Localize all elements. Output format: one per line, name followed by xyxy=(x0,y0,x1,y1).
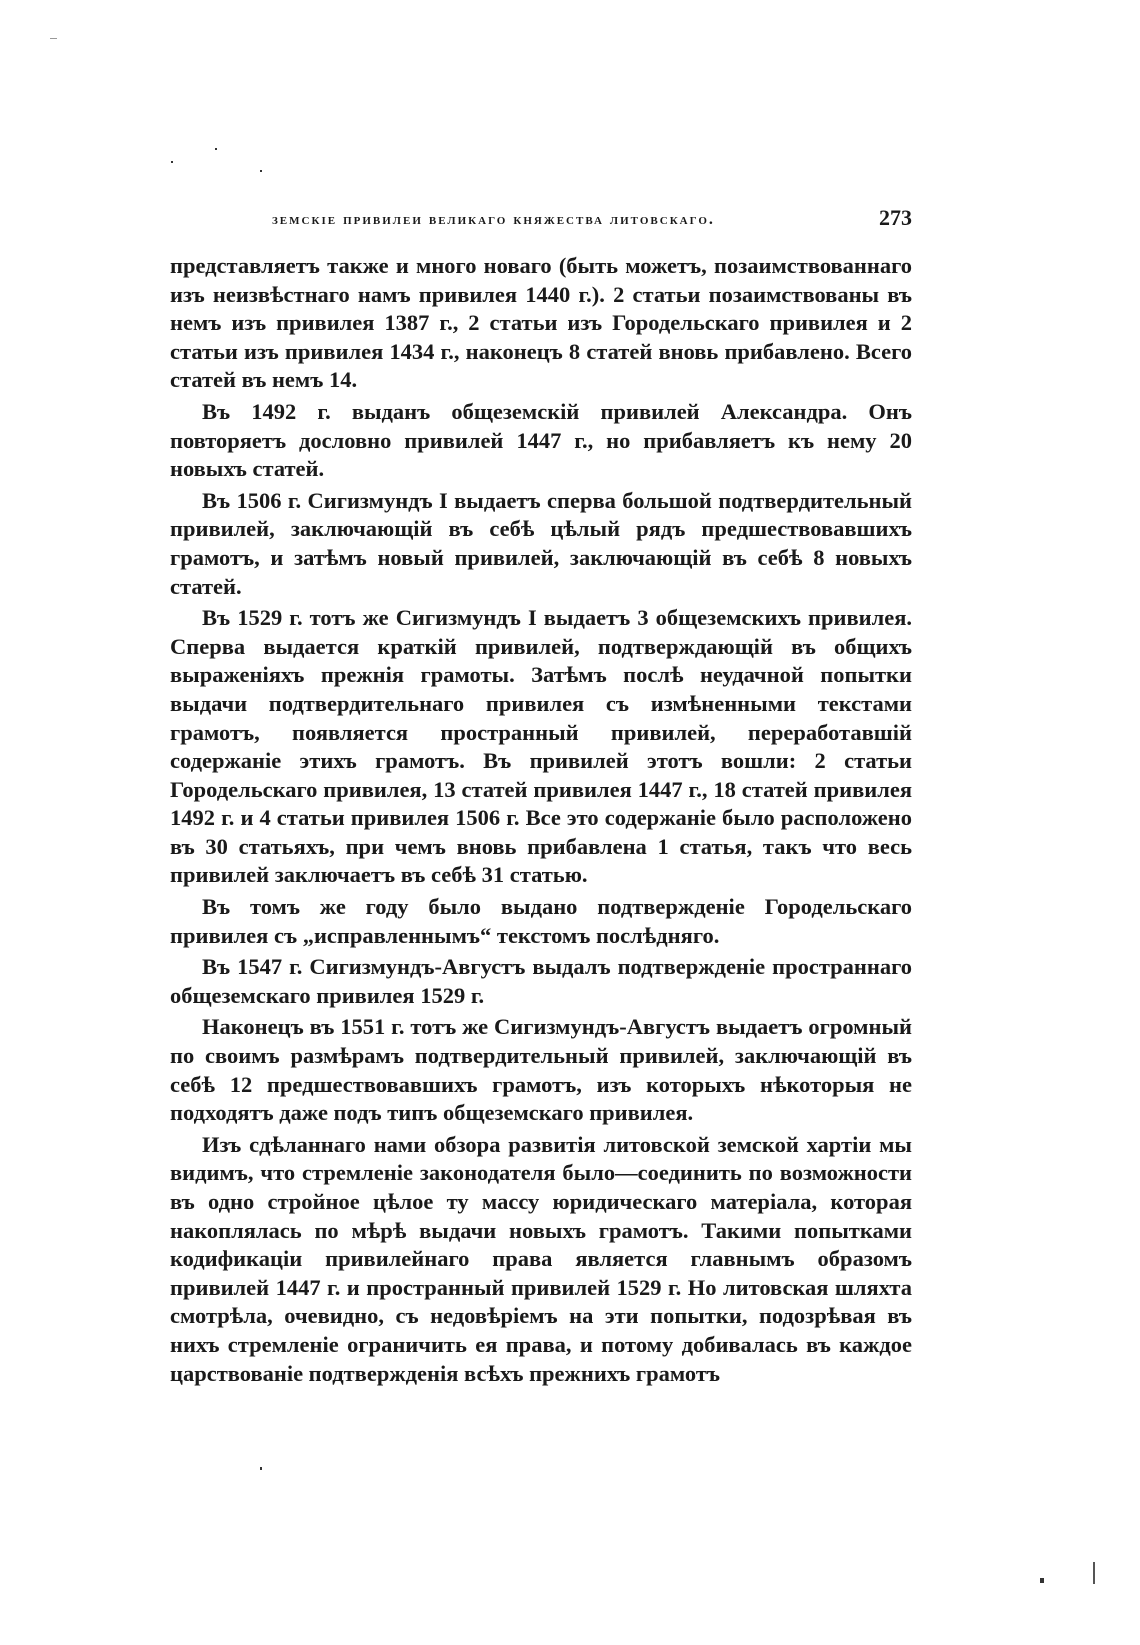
paragraph: Въ 1547 г. Сигизмундъ-Августъ выдалъ подтвержденіе пространнаго общеземскаго привилея 1529 г. xyxy=(170,954,912,1008)
paragraph: Въ 1492 г. выданъ общеземскій привилей Александра. Онъ повторяетъ дословно привилей 1447 г., но прибавляетъ къ нему 20 новыхъ статей. xyxy=(170,398,912,482)
page-header xyxy=(272,205,912,235)
scan-speck xyxy=(260,170,262,172)
body-text xyxy=(170,252,912,1388)
paragraph: Въ 1506 г. Сигизмундъ I выдаетъ сперва большой подтвердительный привилей, заключающій въ себѣ цѣлый рядъ предшествовавшихъ грамотъ, и затѣмъ новый привилей, заключающій въ себѣ 8 новыхъ статей. xyxy=(170,487,912,599)
paragraph: Наконецъ въ 1551 г. тотъ же Сигизмундъ-Августъ выдаетъ огромный по своимъ размѣрамъ подтвердительный привилей, заключающій въ себѣ 12 предшествовавшихъ грамотъ, изъ которыхъ нѣкоторыя не подходятъ даже подъ типъ общеземскаго привилея. xyxy=(170,1014,912,1126)
page-number: 273 xyxy=(879,205,912,230)
paragraph: Изъ сдѣланнаго нами обзора развитія литовской земской хартіи мы видимъ, что стремленіе законодателя было—соединить по возможности въ одно стройное цѣлое ту массу юридическаго матеріала, которая накоплялась по мѣрѣ выдачи новыхъ грамотъ. Такими попытками кодификаціи привилейнаго права является главнымъ образомъ привилей 1447 г. и пространный привилей 1529 г. Но литовская шляхта смотрѣла, очевидно, съ недовѣріемъ на эти попытки, подозрѣвая въ нихъ стремленіе ограничить ея права, и потому добивалась въ каждое царствованіе подтвержденія всѣхъ прежнихъ грамотъ xyxy=(170,1131,912,1386)
scan-speck xyxy=(1040,1578,1044,1583)
scan-speck xyxy=(215,148,217,150)
scan-speck xyxy=(50,38,57,39)
paragraph: Въ 1529 г. тотъ же Сигизмундъ I выдаетъ 3 общеземскихъ привилея. Сперва выдается краткій привилей, подтверждающій въ общихъ выраженіяхъ прежнія грамоты. Затѣмъ послѣ неудачной попытки выдачи подтвердительнаго привилея съ измѣненными текстами грамотъ, появляется пространный привилей, переработавшій содержаніе этихъ грамотъ. Въ привилей этотъ вошли: 2 статьи Городельскаго привилея, 13 статей привилея 1447 г., 18 статей привилея 1492 г. и 4 статьи привилея 1506 г. Все это содержаніе было расположено въ 30 статьяхъ, при чемъ вновь прибавлена 1 статья, такъ что весь привилей заключаетъ въ себѣ 31 статью. xyxy=(170,605,912,888)
paragraph: Въ томъ же году было выдано подтвержденіе Городельскаго привилея съ „исправленнымъ“ текстомъ послѣдняго. xyxy=(170,894,912,948)
scan-speck xyxy=(260,1467,262,1470)
scan-speck xyxy=(1093,1562,1095,1584)
paragraph: представляетъ также и много новаго (быть можетъ, позаимствованнаго изъ неизвѣстнаго намъ привилея 1440 г.). 2 статьи позаимствованы въ немъ изъ привилея 1387 г., 2 статьи изъ Городельскаго привилея и 2 статьи изъ привилея 1434 г., наконецъ 8 статей вновь прибавлено. Всего статей въ немъ 14. xyxy=(170,253,912,393)
scan-speck xyxy=(171,161,173,163)
running-title: земскіе привилеи великаго княжества литовскаго. xyxy=(272,211,715,228)
